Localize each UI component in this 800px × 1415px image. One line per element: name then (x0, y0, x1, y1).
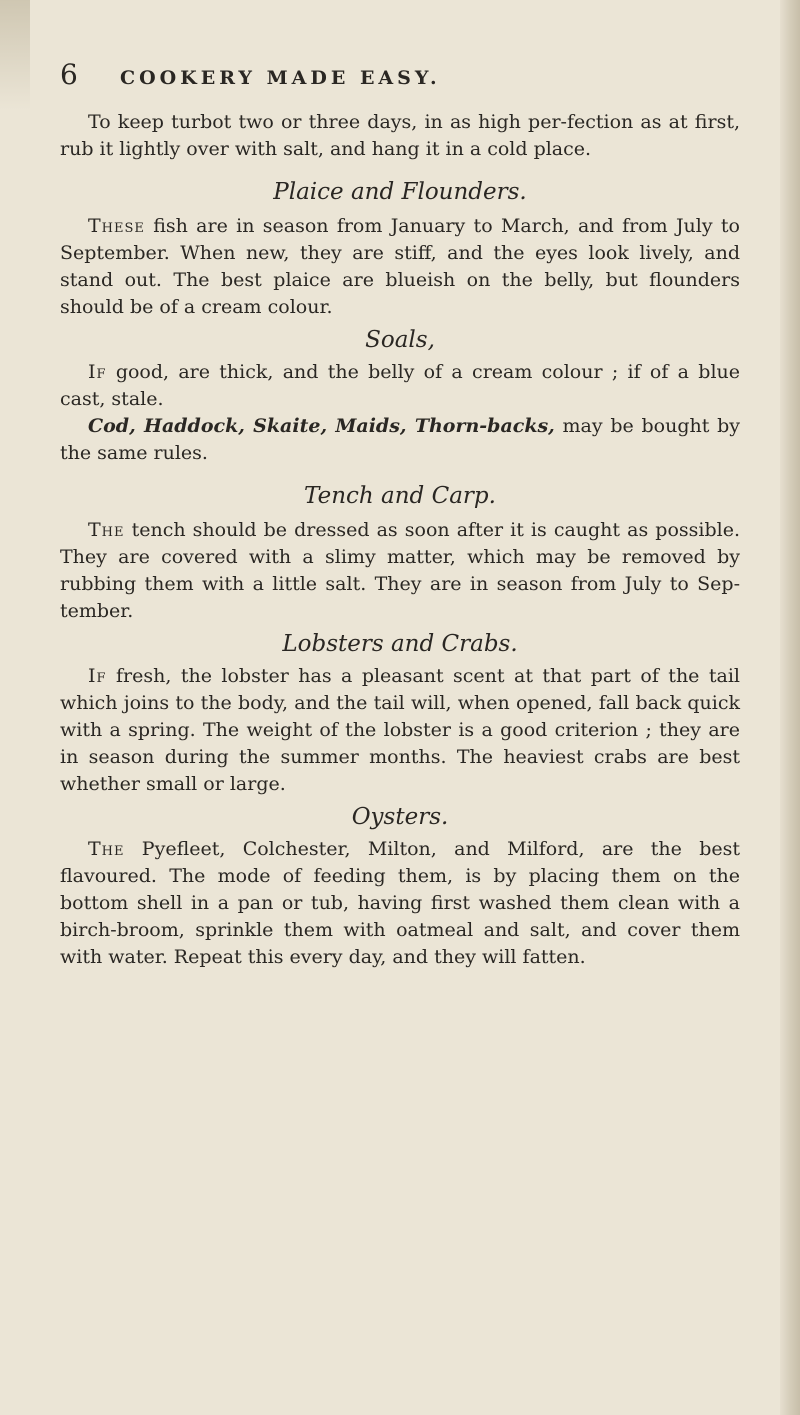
section-heading: Lobsters and Crabs. (282, 631, 518, 657)
paragraph: Cod, Haddock, Skaite, Maids, Thorn-backs, may be bought by the same rules. (60, 415, 740, 464)
section-heading: Oysters. (351, 804, 449, 830)
section-heading: Soals, (365, 327, 435, 353)
lead-word: The (88, 519, 125, 541)
section-tench-and-carp (60, 483, 740, 625)
section-turbot (60, 109, 740, 163)
running-title: COOKERY MADE EASY. (120, 67, 441, 89)
paragraph: The tench should be dressed as soon after it is caught as possible. They are covered with a slimy matter, which may be removed by rubbing them with a little salt. They are in season from July to Sep-tember. (60, 519, 740, 622)
section-plaice-and-flounders (60, 179, 740, 321)
paragraph: To keep turbot two or three days, in as high per-fection as at first, rub it lightly over with salt, and hang it in a cold place. (60, 111, 740, 160)
paragraph: If good, are thick, and the belly of a cream colour ; if of a blue cast, stale. (60, 361, 740, 410)
paragraph: These fish are in season from January to March, and from July to September. When new, they are stiff, and the eyes look lively, and stand out. The best plaice are blueish on the belly, but flounders should be of a cream colour. (60, 215, 740, 318)
lead-word: If (88, 361, 107, 383)
book-page (60, 58, 740, 971)
lead-word: If (88, 665, 107, 687)
page-edge-shadow-left (0, 0, 30, 110)
page-number: 6 (60, 58, 78, 91)
page-edge-gutter-right (780, 0, 800, 1415)
section-lobsters-and-crabs (60, 631, 740, 798)
paragraph: If fresh, the lobster has a pleasant scent at that part of the tail which joins to the body, and the tail will, when opened, fall back quick with a spring. The weight of the lobster is a good criterion ; they are in season during the summer months. The heaviest crabs are best whether small or large. (60, 665, 740, 795)
page-header (60, 58, 740, 91)
paragraph: The Pyefleet, Colchester, Milton, and Milford, are the best flavoured. The mode of feeding them, is by placing them on the bottom shell in a pan or tub, having first washed them clean with a birch-broom, sprinkle them with oatmeal and salt, and cover them with water. Repeat this every day, and they will fatten. (60, 838, 740, 968)
lead-word: These (88, 215, 145, 237)
fish-list-italic: Cod, Haddock, Skaite, Maids, Thorn-backs, (88, 415, 555, 437)
section-soals (60, 327, 740, 467)
lead-word: The (88, 838, 125, 860)
section-heading: Plaice and Flounders. (273, 179, 527, 205)
section-oysters (60, 804, 740, 971)
section-heading: Tench and Carp. (304, 483, 496, 509)
